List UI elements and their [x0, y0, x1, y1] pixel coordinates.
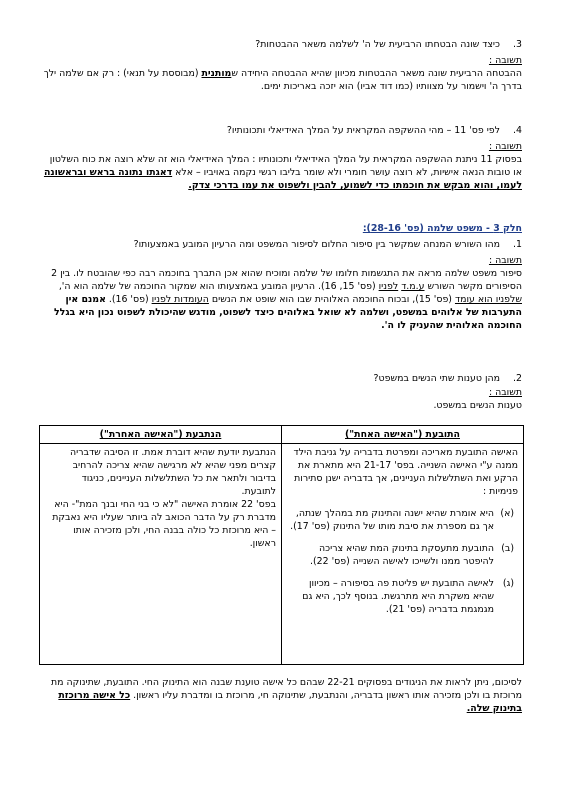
list-item: (א) היא אומרת שהיא ישנה והתינוק מת במהלך שנתה, אך גם מספרת את סיבת מותו של התינוק (פס' 17). — [290, 508, 514, 532]
question-text: כיצד שונה הבטחתו הרביעית של ה' לשלמה משאר ההבטחות? — [255, 39, 500, 50]
section-title: חלק 3 - משפט שלמה (פס' 28-16): — [362, 223, 522, 234]
defendant-cell — [40, 444, 282, 665]
question-4 — [40, 124, 522, 137]
table-header-defendant: הנתבעת ("האישה האחרת") — [40, 426, 282, 444]
plaintiff-cell — [282, 444, 524, 665]
section-question-2-block — [40, 372, 522, 412]
answer-label: תשובה : — [488, 55, 522, 66]
question-number: 3. — [513, 39, 522, 50]
list-item: (ב) התובעת מתעסקת בתינוק המת שהיא צריכה להיפטר ממנו ולשייכו לאישה השנייה (פס' 22). — [310, 543, 514, 567]
section-question-1-block — [40, 238, 522, 332]
question-number: 2. — [513, 373, 522, 384]
question-text: מהן טענות שתי הנשים במשפט? — [373, 373, 500, 384]
summary-block — [40, 676, 522, 715]
table-header-plaintiff: התובעת ("האישה האחת") — [282, 426, 524, 444]
question-number: 4. — [513, 125, 522, 136]
answer-label: תשובה : — [488, 255, 522, 266]
answer-label: תשובה : — [488, 141, 522, 152]
answer-text: בפסוק 11 ניתנת ההשקפה המקראית על המלך האידיאלי ותכונותיו : המלך האידיאלי הוא זה שלא רוצה את כוח השלטון או טובות הנאה אישיות, לא רוצה עושר חומרי ולא שומר בליבו רגשי נקמה באויביו – אלא דאגתו נתונה בראש ובראשונה לעמו, והוא מבקש את חוכמתו כדי לשמוע, להבין ולשפוט את עמו בדרכי צדק. — [43, 154, 522, 191]
answer-label: תשובה : — [488, 387, 522, 398]
summary-text: לסיכום, ניתן לראות את הניגודים בפסוקים 22-21 שבהם כל אישה טוענת שבנה הוא התינוק החי. התובעת, שתינוקה מת מרוכזת בו ולכן מזכירה אותו ראשון בדבריה, והנתבעת, שתינוקה חי, מרוכזת בו ומדברת עליו ראשון. כל אישה מרוכזת בתינוק שלה. — [50, 677, 522, 714]
answer-text: טענות הנשים במשפט. — [433, 400, 522, 411]
defendant-paragraph-1: הנתבעת יודעת שהיא דוברת אמת. זו הסיבה שדבריה קצרים מפני שהיא לא מרגישה שהיא צריכה להרחיב בדיבור ולתאר את כל השתלשלות העניינים, כניגוד לתובעת. — [70, 447, 276, 497]
question-text: לפי פס' 11 – מהי ההשקפה המקראית על המלך האידיאלי ותכונותיו? — [226, 125, 500, 136]
list-item: (ג) לאישה התובעת יש פליטת פה בסיפורה – מכיוון שהיא משקרת היא מתרגשת. בנוסף לכך, היא גם מגמגמת בדבריה (פס' 21). — [302, 578, 514, 615]
section-header — [40, 222, 522, 235]
question-text: מהו השורש המנחה שמקשר בין סיפור החלום לסיפור המשפט ומה הרעיון המובע באמצעותו? — [133, 239, 500, 250]
plaintiff-intro: האישה התובעת מאריכה ומפרטת בדבריה על גניבת הילד ממנה ע"י האישה השנייה. בפס' 21-17 היא מתארת את הרקע ואת השתלשלות העניינים, אך בדבריה ישנן סתירות פנימיות : — [293, 447, 518, 497]
question-3-block — [40, 38, 522, 93]
claims-comparison-table — [39, 425, 524, 665]
section-question-2 — [40, 372, 522, 385]
question-number: 1. — [513, 239, 522, 250]
section-question-1 — [40, 238, 522, 251]
answer-text: ההבטחה הרביעית שונה משאר ההבטחות מכיוון שהיא ההבטחה היחידה שמותנית (מבוססת על תנאי) : רק אם שלמה ילך בדרך ה' וישמור על מצוותיו (כמו דוד אביו) הוא יזכה באריכות ימים. — [43, 68, 522, 92]
defendant-paragraph-2: בפס' 22 אומרת האישה "לא כי בני החי ובנך המת"- היא מדברת רק על הדבר הכואב לה ביותר שעליו היא נאבקת – היא מרוכזת כל כולה בבנה החי, ולכן מזכירה אותו ראשון. — [52, 499, 276, 549]
question-4-block — [40, 124, 522, 192]
answer-text: סיפור משפט שלמה מראה את התגשמות חלומו של שלמה ומוכיח שהוא אכן התברך בחוכמה רבה כפי שהובטח לו. בין 2 הסיפורים מקשר השורש ע.מ.ד לפניו (פס' 15, 16). הרעיון המובע באמצעותו הוא שמקור החוכמה של שלמה הוא ה', שלפניו הוא עומד (פס' 15), ובכוח החוכמה האלוהית שבו הוא שופט את הנשים העומדות לפניו (פס' 16). אמנם אין התערבות של אלוהים במשפט, ושלמה לא שואל באלוהים כיצד לשפוט, מודגש שהיכולת לשפוט נכון היא בגלל החוכמה האלוהית שהעניק לו ה'. — [51, 268, 522, 331]
question-3 — [40, 38, 522, 51]
